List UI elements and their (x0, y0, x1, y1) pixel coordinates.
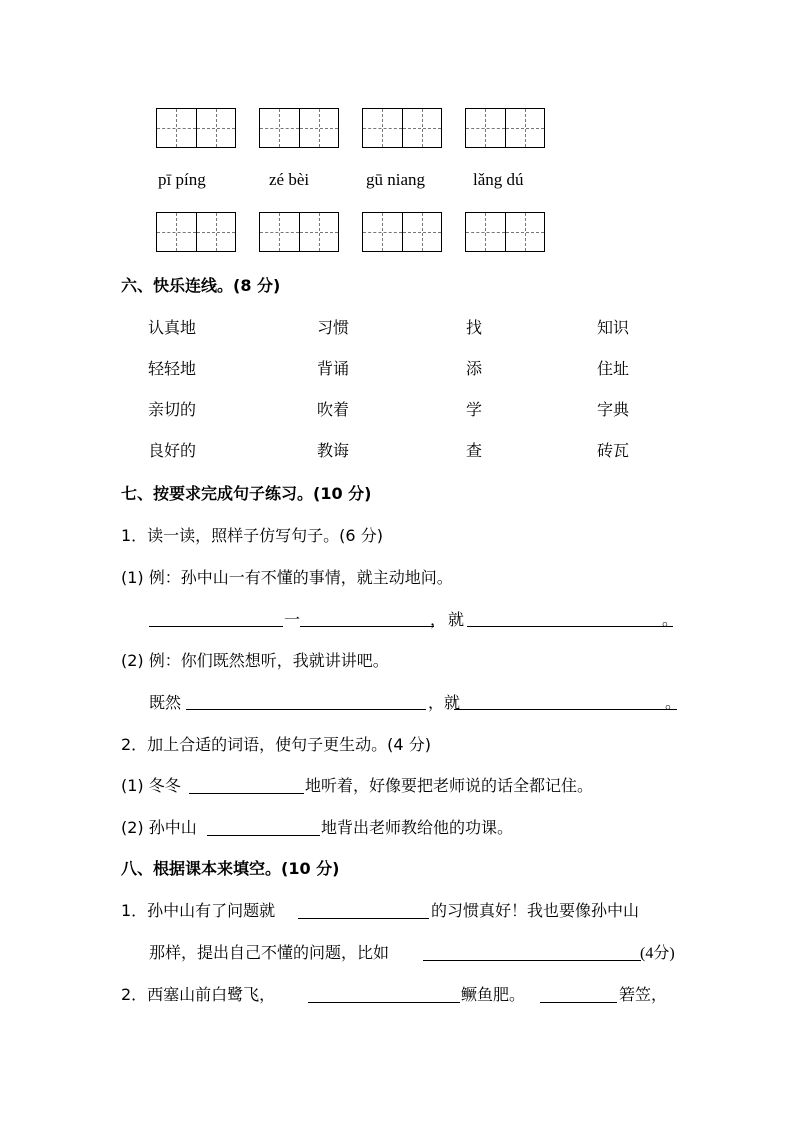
tianzi-box[interactable] (465, 212, 545, 252)
match-word[interactable]: 砖瓦 (597, 441, 630, 460)
match-word[interactable]: 字典 (597, 400, 630, 419)
match-word[interactable]: 吹着 (317, 400, 350, 419)
pinyin-word: pī píng (158, 170, 206, 189)
section-8-title: 八、根据课本来填空。(10 分) (121, 859, 340, 878)
answer-blank[interactable] (207, 835, 320, 836)
tianzi-box[interactable] (259, 108, 339, 148)
question-8-2-mid: 鳜鱼肥。 (461, 985, 526, 1004)
answer-blank[interactable] (454, 709, 677, 710)
tianzi-box[interactable] (465, 108, 545, 148)
fill-connector: 就 (448, 610, 465, 629)
match-word[interactable]: 学 (466, 400, 483, 419)
fill-connector: 既然 (149, 693, 182, 712)
question-8-1-rest: 的习惯真好！我也要像孙中山 (431, 901, 640, 920)
answer-blank[interactable] (149, 626, 283, 627)
match-word[interactable]: 背诵 (317, 359, 350, 378)
tianzi-box[interactable] (362, 108, 442, 148)
match-word[interactable]: 查 (466, 441, 483, 460)
fill-period: 。 (665, 693, 682, 712)
match-word[interactable]: 习惯 (317, 318, 350, 337)
question-7-1: 1．读一读，照样子仿写句子。(6 分) (121, 526, 383, 545)
fill-period: 。 (662, 610, 679, 629)
question-8-2-end: 箬笠， (619, 985, 668, 1004)
answer-blank[interactable] (300, 626, 434, 627)
match-word[interactable]: 轻轻地 (148, 359, 197, 378)
pinyin-word: gū niang (366, 170, 426, 189)
question-7-2-2-rest: 地背出老师教给他的功课。 (321, 818, 514, 837)
match-word[interactable]: 住址 (597, 359, 630, 378)
match-word[interactable]: 添 (466, 359, 483, 378)
section-7-title: 七、按要求完成句子练习。(10 分) (121, 484, 372, 503)
question-7-2-1-prefix: (1) 冬冬 (121, 776, 181, 795)
answer-blank[interactable] (298, 918, 429, 919)
question-8-2-start: 2．西塞山前白鹭飞， (121, 985, 276, 1004)
question-7-2-1-rest: 地听着，好像要把老师说的话全都记住。 (305, 776, 594, 795)
match-word[interactable]: 良好的 (148, 441, 197, 460)
pinyin-word: zé bèi (269, 170, 310, 189)
match-word[interactable]: 亲切的 (148, 400, 197, 419)
question-8-1-cont: 那样，提出自己不懂的问题，比如 (149, 943, 390, 962)
match-word[interactable]: 知识 (597, 318, 630, 337)
match-word[interactable]: 认真地 (148, 318, 197, 337)
match-word[interactable]: 教诲 (317, 441, 350, 460)
tianzi-box[interactable] (156, 108, 236, 148)
question-8-1-start: 1．孙中山有了问题就 (121, 901, 276, 920)
section-6-title: 六、快乐连线。(8 分) (121, 276, 281, 295)
answer-blank[interactable] (467, 626, 673, 627)
example-sentence-2: (2) 例：你们既然想听，我就讲讲吧。 (121, 651, 389, 670)
answer-blank[interactable] (186, 709, 426, 710)
tianzi-box[interactable] (259, 212, 339, 252)
fill-connector: ，就 (428, 693, 461, 712)
tianzi-box[interactable] (362, 212, 442, 252)
match-word[interactable]: 找 (466, 318, 483, 337)
example-sentence-1: (1) 例：孙中山一有不懂的事情，就主动地问。 (121, 568, 453, 587)
question-7-2-2-prefix: (2) 孙中山 (121, 818, 197, 837)
question-7-2: 2．加上合适的词语，使句子更生动。(4 分) (121, 735, 431, 754)
tianzi-box[interactable] (156, 212, 236, 252)
score-label: (4分) (640, 945, 675, 962)
answer-blank[interactable] (423, 960, 641, 961)
answer-blank[interactable] (308, 1002, 460, 1003)
answer-blank[interactable] (189, 793, 304, 794)
fill-comma: ， (430, 610, 447, 629)
pinyin-word: lǎng dú (473, 170, 524, 189)
fill-connector: 一 (284, 610, 301, 629)
answer-blank[interactable] (540, 1002, 617, 1003)
